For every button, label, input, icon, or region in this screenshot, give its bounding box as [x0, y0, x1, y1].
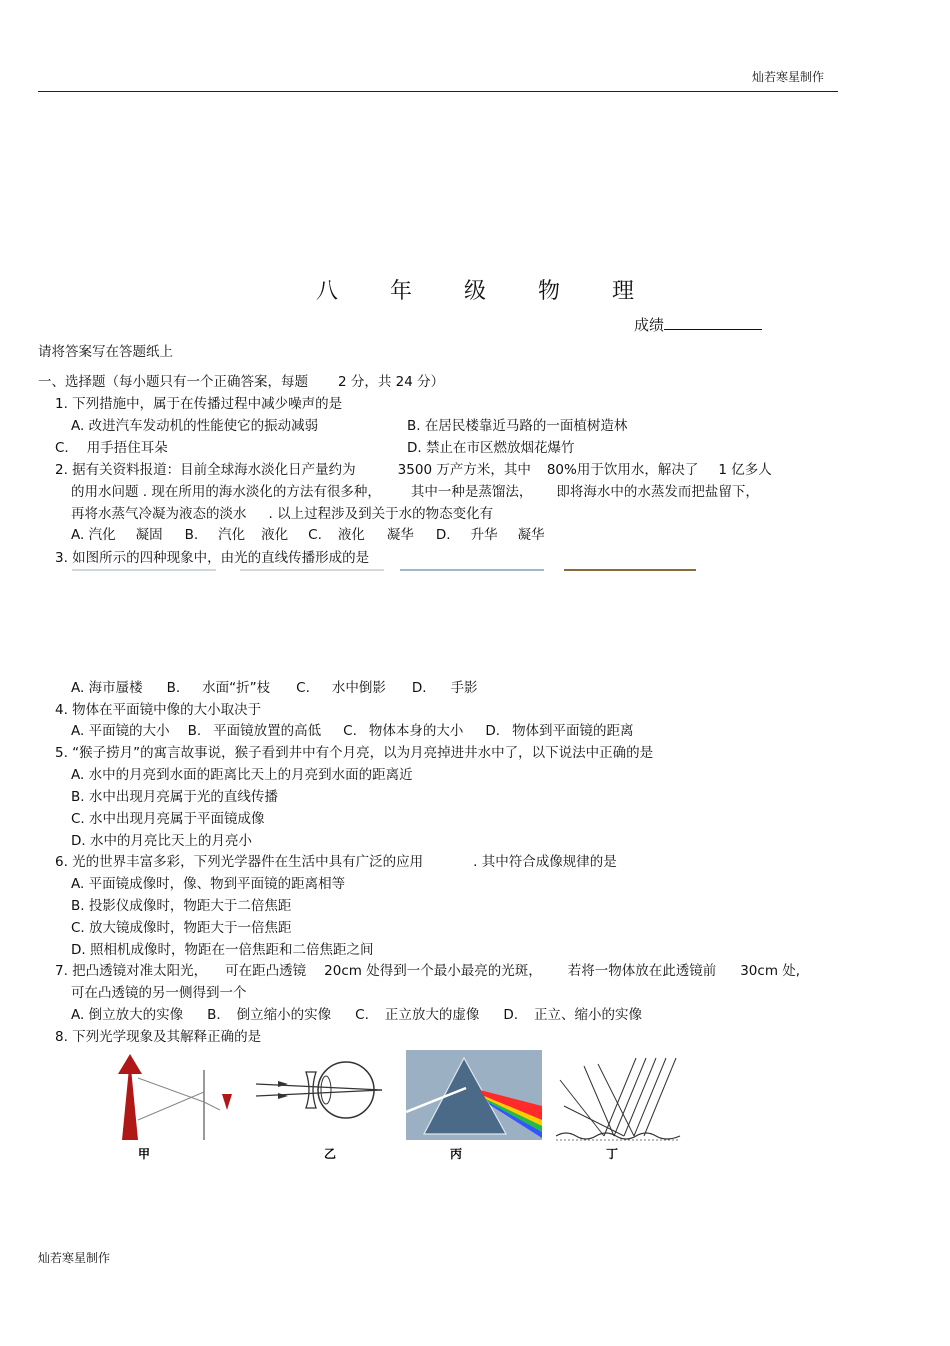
incident-ray [644, 1058, 676, 1136]
q2-opt-d2: 凝华 [517, 527, 545, 543]
q2-line-2 [71, 480, 759, 500]
page-header-text: 灿若寒星制作 [752, 70, 825, 84]
q7-l1d: 若将一物体放在此透镜前 [567, 963, 717, 979]
q2-opt-b: B. [184, 527, 199, 543]
page-footer-text: 灿若寒星制作 [38, 1251, 111, 1265]
q7-l1e: 30cm 处, [740, 963, 801, 979]
q3-opt-c: C. [296, 680, 310, 696]
q5-stem: 5. “猴子捞月”的寓言故事说，猴子看到井中有个月亮，以为月亮掉进井水中了，以下说法中正确的是 [55, 745, 654, 761]
q2-options[interactable] [71, 523, 545, 543]
q5-option-a[interactable]: A. 水中的月亮到水面的距离比天上的月亮到水面的距离近 [71, 767, 413, 783]
object-arrow-head [118, 1054, 142, 1074]
q7-opt-c: C. [355, 1007, 369, 1023]
q2-opt-c: C. [308, 527, 322, 543]
q1-option-c[interactable] [55, 436, 168, 456]
q6-option-a[interactable]: A. 平面镜成像时，像、物到平面镜的距离相等 [71, 876, 346, 892]
q4-opt-c: C. [343, 723, 357, 739]
q1-option-b[interactable]: B. 在居民楼靠近马路的一面植树造林 [407, 418, 628, 434]
q2-opt-b2: 液化 [261, 527, 289, 543]
q1-option-a[interactable]: A. 改进汽车发动机的性能使它的振动减弱 [71, 418, 319, 434]
q7-options[interactable] [71, 1003, 642, 1023]
figure-ding-diffuse-reflection [554, 1050, 684, 1168]
q2-opt-d1: 升华 [470, 527, 498, 543]
q4-opt-d-text: 物体到平面镜的距离 [512, 723, 634, 739]
q3-opt-d: D. [411, 680, 427, 696]
title-char: 年 [389, 279, 412, 304]
q4-opt-a: A. 平面镜的大小 [71, 723, 170, 739]
figure-bing-prism [406, 1050, 544, 1168]
q7-opt-b-text: 倒立缩小的实像 [236, 1007, 332, 1023]
q6-stem-b: . 其中符合成像规律的是 [473, 854, 617, 870]
section-heading [38, 370, 444, 390]
q1-stem: 1. 下列措施中，属于在传播过程中减少噪声的是 [55, 396, 343, 412]
q8-stem: 8. 下列光学现象及其解释正确的是 [55, 1029, 262, 1045]
q4-stem: 4. 物体在平面镜中像的大小取决于 [55, 702, 262, 718]
image-arrow [222, 1094, 232, 1110]
q5-option-b[interactable]: B. 水中出现月亮属于光的直线传播 [71, 789, 278, 805]
q7-opt-a: A. 倒立放大的实像 [71, 1007, 184, 1023]
ray-arrow [278, 1093, 288, 1099]
q6-stem-a: 6. 光的世界丰富多彩，下列光学器件在生活中具有广泛的应用 [55, 854, 424, 870]
q2-opt-c1: 液化 [337, 527, 365, 543]
q7-opt-b: B. [207, 1007, 221, 1023]
q2-l3a: 再将水蒸气冷凝为液态的淡水 [71, 506, 247, 522]
q7-opt-d: D. [503, 1007, 519, 1023]
title-char: 级 [463, 279, 486, 304]
q7-l1b: 可在距凸透镜 [225, 963, 307, 979]
figure-jia-plane-mirror [100, 1050, 240, 1168]
ray-arrow [278, 1081, 288, 1087]
eye-lens [321, 1076, 331, 1104]
title-char: 理 [612, 279, 635, 304]
q7-line-2: 可在凸透镜的另一侧得到一个 [71, 985, 247, 1001]
q1-option-d[interactable]: D. 禁止在市区燃放烟花爆竹 [407, 440, 575, 456]
q2-opt-c2: 凝华 [386, 527, 414, 543]
fig-label-bing: 丙 [450, 1147, 463, 1161]
score-blank[interactable] [664, 315, 762, 330]
fig-label-yi: 乙 [324, 1147, 337, 1161]
q3-image-a [72, 569, 216, 571]
figure-yi-eye-lens [254, 1050, 389, 1168]
incident-ray [614, 1058, 646, 1136]
q2-l1c: 80%用于饮用水，解决了 [546, 462, 699, 478]
header-divider [38, 91, 838, 92]
reflected-ray [584, 1066, 614, 1136]
q2-line-1 [55, 458, 772, 478]
title-char: 物 [538, 279, 561, 304]
q2-opt-a2: 凝固 [135, 527, 163, 543]
q2-line-3 [71, 502, 493, 522]
q3-opt-c-text: 水中倒影 [331, 680, 386, 696]
q6-option-c[interactable]: C. 放大镜成像时，物距大于一倍焦距 [71, 920, 292, 936]
q2-l3b: . 以上过程涉及到关于水的物态变化有 [268, 506, 494, 522]
score-field [634, 314, 762, 335]
q3-opt-d-text: 手影 [450, 680, 478, 696]
rough-surface [556, 1133, 680, 1139]
q2-l2a: 的用水问题 . 现在所用的海水淡化的方法有很多种， [71, 484, 381, 500]
q7-l1c: 20cm 处得到一个最小最亮的光斑， [324, 963, 542, 979]
q1-option-c-text: 用手捂住耳朵 [86, 440, 168, 456]
section-heading-b: 2 分，共 24 分） [338, 374, 445, 390]
q7-opt-c-text: 正立放大的虚像 [384, 1007, 480, 1023]
q2-l2c: 即将海水中的水蒸发而把盐留下， [556, 484, 759, 500]
q6-stem [55, 850, 617, 870]
q3-opt-b: B. [166, 680, 181, 696]
instruction: 请将答案写在答题纸上 [38, 344, 173, 360]
q4-opt-c-text: 物体本身的大小 [368, 723, 464, 739]
q6-option-d[interactable]: D. 照相机成像时，物距在一倍焦距和二倍焦距之间 [71, 942, 374, 958]
concave-lens [306, 1072, 316, 1108]
reflected-ray [560, 1080, 604, 1136]
q3-opt-a: A. 海市蜃楼 [71, 680, 143, 696]
q1-option-c-letter: C. [55, 440, 69, 456]
fig-label-ding: 丁 [606, 1147, 619, 1161]
q3-stem: 3. 如图所示的四种现象中，由光的直线传播形成的是 [55, 550, 370, 566]
q2-l2b: 其中一种是蒸馏法， [410, 484, 533, 500]
ray [138, 1092, 204, 1120]
q4-opt-b-text: 平面镜放置的高低 [213, 723, 322, 739]
q5-option-d[interactable]: D. 水中的月亮比天上的月亮小 [71, 833, 252, 849]
q2-opt-b1: 汽化 [218, 527, 246, 543]
q2-opt-d: D. [435, 527, 451, 543]
score-label: 成绩 [634, 316, 665, 334]
fig-label-jia: 甲 [138, 1147, 151, 1161]
q2-opt-a: A. 汽化 [71, 527, 116, 543]
q3-opt-b-text: 水面“折”枝 [202, 680, 271, 696]
page-title [0, 274, 950, 305]
q3-image-d [564, 569, 696, 571]
ray [138, 1078, 204, 1102]
title-char: 八 [315, 279, 338, 304]
q3-options[interactable] [71, 676, 478, 696]
q6-option-b[interactable]: B. 投影仪成像时，物距大于二倍焦距 [71, 898, 292, 914]
q2-l1a: 2. 据有关资料报道：目前全球海水淡化日产量约为 [55, 462, 356, 478]
q5-option-c[interactable]: C. 水中出现月亮属于平面镜成像 [71, 811, 265, 827]
q2-l1d: 1 亿多人 [718, 462, 772, 478]
q2-l1b: 3500 万产方米，其中 [397, 462, 531, 478]
eyeball [318, 1062, 374, 1118]
q7-line-1 [55, 959, 800, 979]
q7-l1a: 7. 把凸透镜对准太阳光， [55, 963, 208, 979]
q4-opt-d: D. [485, 723, 501, 739]
ray [204, 1102, 220, 1110]
q4-options[interactable] [71, 719, 634, 739]
incident-ray [634, 1058, 666, 1136]
incident-ray [624, 1058, 656, 1136]
q4-opt-b: B. [187, 723, 202, 739]
section-heading-a: 一、选择题（每小题只有一个正确答案，每题 [38, 374, 308, 390]
q3-image-b [240, 569, 384, 571]
q7-opt-d-text: 正立、缩小的实像 [534, 1007, 643, 1023]
q3-image-c [400, 569, 544, 571]
